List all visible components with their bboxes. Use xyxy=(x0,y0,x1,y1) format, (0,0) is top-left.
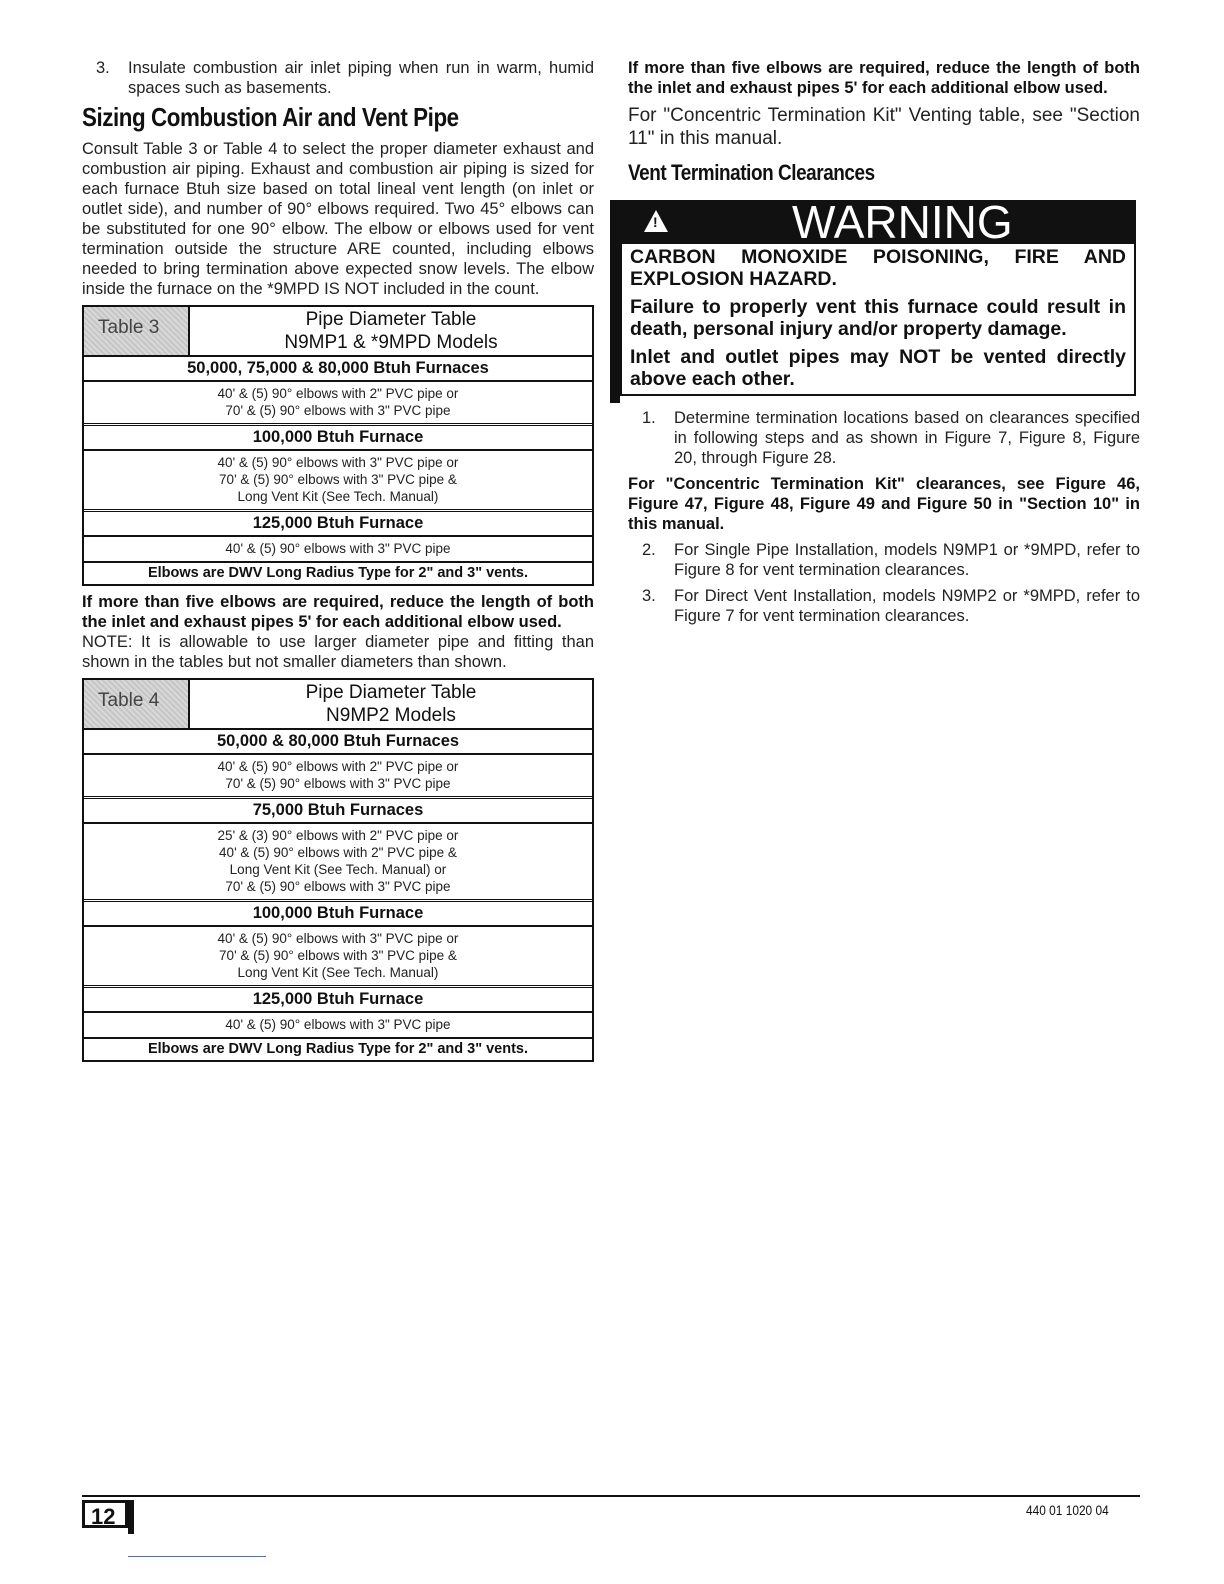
list-item xyxy=(628,586,1140,626)
item-text: For Direct Vent Installation, models N9MP2 or *9MPD, refer to Figure 7 for vent termination clearances. xyxy=(674,587,1140,625)
more-elbows-note: If more than five elbows are required, reduce the length of both the inlet and exhaust pipes 5' for each additional elbow used. xyxy=(82,593,594,631)
section-rows: 40' & (5) 90° elbows with 2" PVC pipe or 70' & (5) 90° elbows with 3" PVC pipe xyxy=(217,759,459,791)
item-text: Determine termination locations based on clearances specified in following steps and as shown in Figure 7, Figure 8, Figure 20, through Figure 28. xyxy=(674,409,1140,467)
section-head: 50,000, 75,000 & 80,000 Btuh Furnaces xyxy=(84,357,592,382)
item-text: Insulate combustion air inlet piping when run in warm, humid spaces such as basements. xyxy=(128,59,594,97)
link-underline xyxy=(128,1556,266,1557)
item-number: 1. xyxy=(642,409,656,427)
warning-paragraph: Failure to properly vent this furnace could result in death, personal injury and/or property damage. xyxy=(630,296,1126,340)
warning-side-bar xyxy=(610,200,620,403)
section-head: 100,000 Btuh Furnace xyxy=(84,899,592,927)
table-tag: Table 4 xyxy=(84,680,190,728)
section-heading: Vent Termination Clearances xyxy=(628,160,875,185)
concentric-clearances-note: For "Concentric Termination Kit" clearances, see Figure 46, Figure 47, Figure 48, Figure 49 and Figure 50 in "Section 10" in this manual. xyxy=(628,475,1140,533)
left-column xyxy=(82,58,594,1068)
section-head: 125,000 Btuh Furnace xyxy=(84,985,592,1013)
table-footer: Elbows are DWV Long Radius Type for 2" and 3" vents. xyxy=(84,1037,592,1060)
table-footer: Elbows are DWV Long Radius Type for 2" and 3" vents. xyxy=(84,561,592,584)
warning-banner xyxy=(622,196,1134,248)
table-title: Pipe Diameter Table N9MP1 & *9MPD Models xyxy=(284,309,498,353)
table-title: Pipe Diameter Table N9MP2 Models xyxy=(305,682,477,726)
intro-paragraph: Consult Table 3 or Table 4 to select the proper diameter exhaust and combustion air piping. Exhaust and combustion air piping is sized for each furnace Btuh size based on total lineal vent length (on inlet or outlet side), and number of 90° elbows required. Two 45° elbows can be substituted for one 90° elbow. The elbow or elbows used for vent termination outside the structure ARE counted, including elbows needed to bring termination above expected snow levels. The elbow inside the furnace on the *9MPD IS NOT included in the count. xyxy=(82,140,594,298)
item-number: 2. xyxy=(642,541,656,559)
section-rows: 40' & (5) 90° elbows with 3" PVC pipe xyxy=(225,541,451,556)
table-3 xyxy=(82,305,594,586)
more-elbows-note: If more than five elbows are required, reduce the length of both the inlet and exhaust pipes 5' for each additional elbow used. xyxy=(628,59,1140,97)
concentric-venting-note: For "Concentric Termination Kit" Venting table, see "Section 11" in this manual. xyxy=(628,105,1140,149)
section-rows: 40' & (5) 90° elbows with 3" PVC pipe or 70' & (5) 90° elbows with 3" PVC pipe & Long Vent Kit (See Tech. Manual) xyxy=(217,455,459,504)
warning-paragraph: Inlet and outlet pipes may NOT be vented directly above each other. xyxy=(630,346,1126,390)
document-number: 440 01 1020 04 xyxy=(1026,1502,1109,1518)
section-head: 50,000 & 80,000 Btuh Furnaces xyxy=(84,730,592,755)
table-4 xyxy=(82,678,594,1062)
section-head: 75,000 Btuh Furnaces xyxy=(84,796,592,824)
list-item xyxy=(82,58,594,98)
section-rows: 25' & (3) 90° elbows with 2" PVC pipe or 40' & (5) 90° elbows with 2" PVC pipe & Long Vent Kit (See Tech. Manual) or 70' & (5) 90° elbows with 3" PVC pipe xyxy=(217,828,459,894)
section-rows: 40' & (5) 90° elbows with 2" PVC pipe or 70' & (5) 90° elbows with 3" PVC pipe xyxy=(217,386,459,418)
section-rows: 40' & (5) 90° elbows with 3" PVC pipe xyxy=(225,1017,451,1032)
item-number: 3. xyxy=(642,587,656,605)
list-item xyxy=(628,540,1140,580)
table-header xyxy=(84,307,592,357)
footer-rule xyxy=(82,1495,1140,1497)
warning-box xyxy=(620,196,1136,396)
list-item xyxy=(628,408,1140,468)
warning-hazard: CARBON MONOXIDE POISONING, FIRE AND EXPLOSION HAZARD. xyxy=(630,246,1126,290)
item-number: 3. xyxy=(96,59,110,77)
section-head: 100,000 Btuh Furnace xyxy=(84,423,592,451)
page-number: 12 xyxy=(82,1500,128,1528)
section-heading: Sizing Combustion Air and Vent Pipe xyxy=(82,102,459,132)
item-text: For Single Pipe Installation, models N9MP1 or *9MPD, refer to Figure 8 for vent termination clearances. xyxy=(674,541,1140,579)
table-header xyxy=(84,680,592,730)
table-tag: Table 3 xyxy=(84,307,190,355)
section-rows: 40' & (5) 90° elbows with 3" PVC pipe or 70' & (5) 90° elbows with 3" PVC pipe & Long Vent Kit (See Tech. Manual) xyxy=(217,931,459,980)
note-paragraph: NOTE: It is allowable to use larger diameter pipe and fitting than shown in the tables but not smaller diameters than shown. xyxy=(82,633,594,671)
section-head: 125,000 Btuh Furnace xyxy=(84,509,592,537)
warning-triangle-icon: ! xyxy=(644,210,668,232)
warning-word: WARNING xyxy=(792,196,1013,248)
right-column xyxy=(628,58,1140,626)
